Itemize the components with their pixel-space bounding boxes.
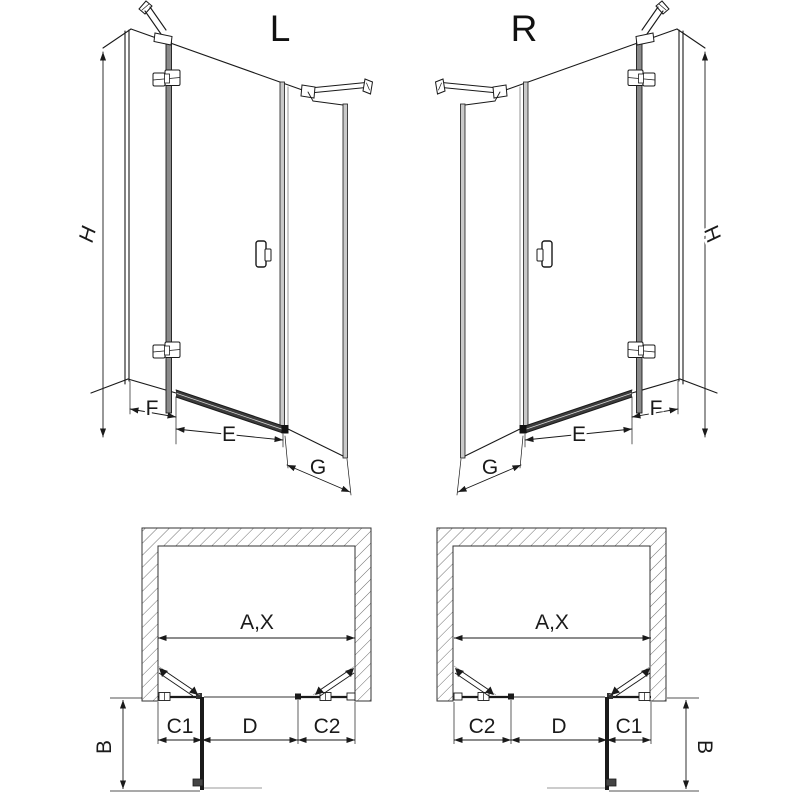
dim-c1-right: C1 bbox=[615, 715, 643, 738]
dim-c1-left: C1 bbox=[166, 715, 194, 738]
dim-e-left: E bbox=[221, 423, 237, 446]
dim-height-right: H bbox=[699, 222, 725, 247]
elevation-right-view bbox=[436, 1, 725, 495]
dim-e-right: E bbox=[571, 423, 587, 446]
dim-g-left: G bbox=[309, 456, 327, 479]
dim-d-left: D bbox=[242, 715, 258, 738]
dim-b-left: B bbox=[93, 739, 116, 755]
elevation-right-drawing bbox=[436, 1, 718, 495]
plan-left-view bbox=[93, 528, 371, 791]
dim-height-left: H bbox=[75, 222, 101, 247]
dim-f-right: F bbox=[649, 397, 663, 420]
dim-f-left: F bbox=[145, 397, 159, 420]
dim-c2-left: C2 bbox=[313, 715, 341, 738]
dim-ax-right: A,X bbox=[535, 611, 569, 634]
dim-d-right: D bbox=[551, 715, 567, 738]
dim-ax-left: A,X bbox=[240, 611, 274, 634]
elevation-left-drawing bbox=[91, 1, 373, 495]
plan-right-view bbox=[437, 528, 716, 791]
variant-label-right: R bbox=[510, 8, 538, 49]
dim-g-right: G bbox=[481, 456, 499, 479]
elevation-left-view bbox=[76, 1, 373, 495]
dim-c2-right: C2 bbox=[468, 715, 496, 738]
variant-label-left: L bbox=[269, 8, 291, 49]
dim-b-right: B bbox=[693, 739, 716, 755]
